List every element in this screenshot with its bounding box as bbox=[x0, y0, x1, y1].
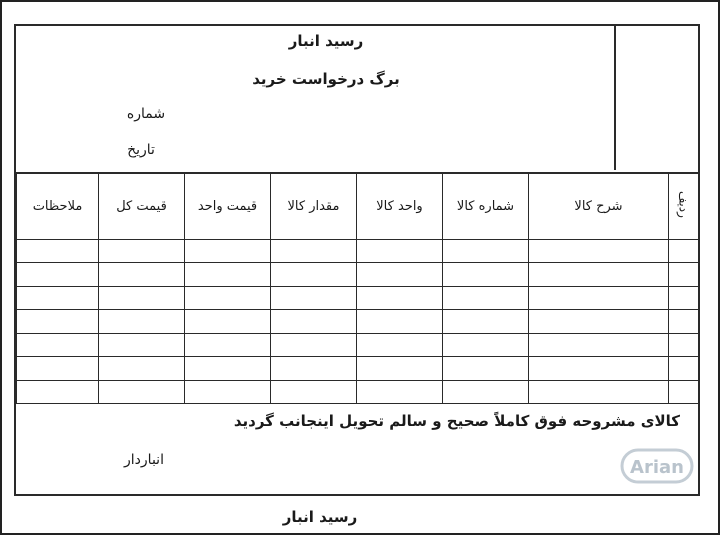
column-header-unit-price: قیمت واحد bbox=[185, 173, 271, 240]
table-cell[interactable] bbox=[669, 333, 699, 356]
table-cell[interactable] bbox=[357, 240, 443, 263]
table-row bbox=[17, 380, 699, 403]
table-cell[interactable] bbox=[529, 240, 669, 263]
table-cell[interactable] bbox=[99, 357, 185, 380]
table-cell[interactable] bbox=[99, 240, 185, 263]
table-cell[interactable] bbox=[357, 310, 443, 333]
table-cell[interactable] bbox=[357, 286, 443, 309]
table-cell[interactable] bbox=[185, 286, 271, 309]
table-cell[interactable] bbox=[271, 240, 357, 263]
warehouse-receipt-form bbox=[14, 24, 700, 496]
table-cell[interactable] bbox=[529, 333, 669, 356]
items-table bbox=[16, 172, 699, 404]
number-label: شماره bbox=[126, 106, 166, 122]
column-header-unit: واحد کالا bbox=[357, 173, 443, 240]
table-cell[interactable] bbox=[271, 333, 357, 356]
table-cell[interactable] bbox=[271, 263, 357, 286]
table-cell[interactable] bbox=[443, 333, 529, 356]
table-cell[interactable] bbox=[185, 380, 271, 403]
form-header bbox=[16, 26, 698, 174]
table-cell[interactable] bbox=[271, 310, 357, 333]
table-cell[interactable] bbox=[529, 310, 669, 333]
table-row bbox=[17, 263, 699, 286]
column-header-item-number: شماره کالا bbox=[443, 173, 529, 240]
logo-box bbox=[614, 26, 698, 170]
table-cell[interactable] bbox=[443, 240, 529, 263]
table-cell[interactable] bbox=[17, 310, 99, 333]
table-row bbox=[17, 310, 699, 333]
receipt-statement: کالای مشروحه فوق کاملاً صحیح و سالم تحویل اینجانب گردید bbox=[233, 412, 680, 430]
table-cell[interactable] bbox=[99, 333, 185, 356]
svg-text:Arian: Arian bbox=[630, 457, 684, 478]
table-cell[interactable] bbox=[99, 286, 185, 309]
table-cell[interactable] bbox=[17, 240, 99, 263]
table-cell[interactable] bbox=[185, 310, 271, 333]
form-footer bbox=[16, 404, 698, 494]
table-cell[interactable] bbox=[669, 240, 699, 263]
form-subtitle: برگ درخواست خرید bbox=[252, 70, 400, 88]
table-cell[interactable] bbox=[669, 263, 699, 286]
table-cell[interactable] bbox=[357, 380, 443, 403]
table-cell[interactable] bbox=[271, 357, 357, 380]
table-cell[interactable] bbox=[271, 380, 357, 403]
column-header-total-price: قیمت کل bbox=[99, 173, 185, 240]
form-caption: رسید انبار bbox=[282, 508, 358, 526]
table-cell[interactable] bbox=[17, 357, 99, 380]
column-header-quantity: مقدار کالا bbox=[271, 173, 357, 240]
table-cell[interactable] bbox=[357, 333, 443, 356]
column-header-notes: ملاحظات bbox=[17, 173, 99, 240]
table-cell[interactable] bbox=[99, 263, 185, 286]
table-cell[interactable] bbox=[357, 357, 443, 380]
table-cell[interactable] bbox=[529, 380, 669, 403]
table-row bbox=[17, 333, 699, 356]
table-cell[interactable] bbox=[17, 263, 99, 286]
table-cell[interactable] bbox=[271, 286, 357, 309]
table-cell[interactable] bbox=[357, 263, 443, 286]
table-cell[interactable] bbox=[443, 380, 529, 403]
watermark-logo bbox=[620, 446, 694, 486]
table-cell[interactable] bbox=[443, 286, 529, 309]
table-cell[interactable] bbox=[17, 286, 99, 309]
table-cell[interactable] bbox=[443, 357, 529, 380]
column-header-description: شرح کالا bbox=[529, 173, 669, 240]
table-cell[interactable] bbox=[99, 380, 185, 403]
table-row bbox=[17, 357, 699, 380]
table-cell[interactable] bbox=[669, 286, 699, 309]
table-cell[interactable] bbox=[529, 263, 669, 286]
table-row bbox=[17, 286, 699, 309]
table-cell[interactable] bbox=[669, 310, 699, 333]
table-cell[interactable] bbox=[17, 380, 99, 403]
table-cell[interactable] bbox=[529, 286, 669, 309]
table-cell[interactable] bbox=[17, 333, 99, 356]
table-cell[interactable] bbox=[185, 357, 271, 380]
table-cell[interactable] bbox=[443, 310, 529, 333]
table-cell[interactable] bbox=[99, 310, 185, 333]
table-cell[interactable] bbox=[185, 333, 271, 356]
date-label: تاریخ bbox=[127, 142, 155, 158]
table-cell[interactable] bbox=[443, 263, 529, 286]
column-header-row-number: ردیف bbox=[669, 173, 699, 240]
table-cell[interactable] bbox=[669, 380, 699, 403]
table-cell[interactable] bbox=[185, 263, 271, 286]
table-cell[interactable] bbox=[529, 357, 669, 380]
storekeeper-label: انباردار bbox=[124, 452, 164, 468]
table-row bbox=[17, 240, 699, 263]
table-header-row bbox=[17, 173, 699, 240]
table-cell[interactable] bbox=[185, 240, 271, 263]
form-title: رسید انبار bbox=[288, 32, 364, 50]
table-cell[interactable] bbox=[669, 357, 699, 380]
